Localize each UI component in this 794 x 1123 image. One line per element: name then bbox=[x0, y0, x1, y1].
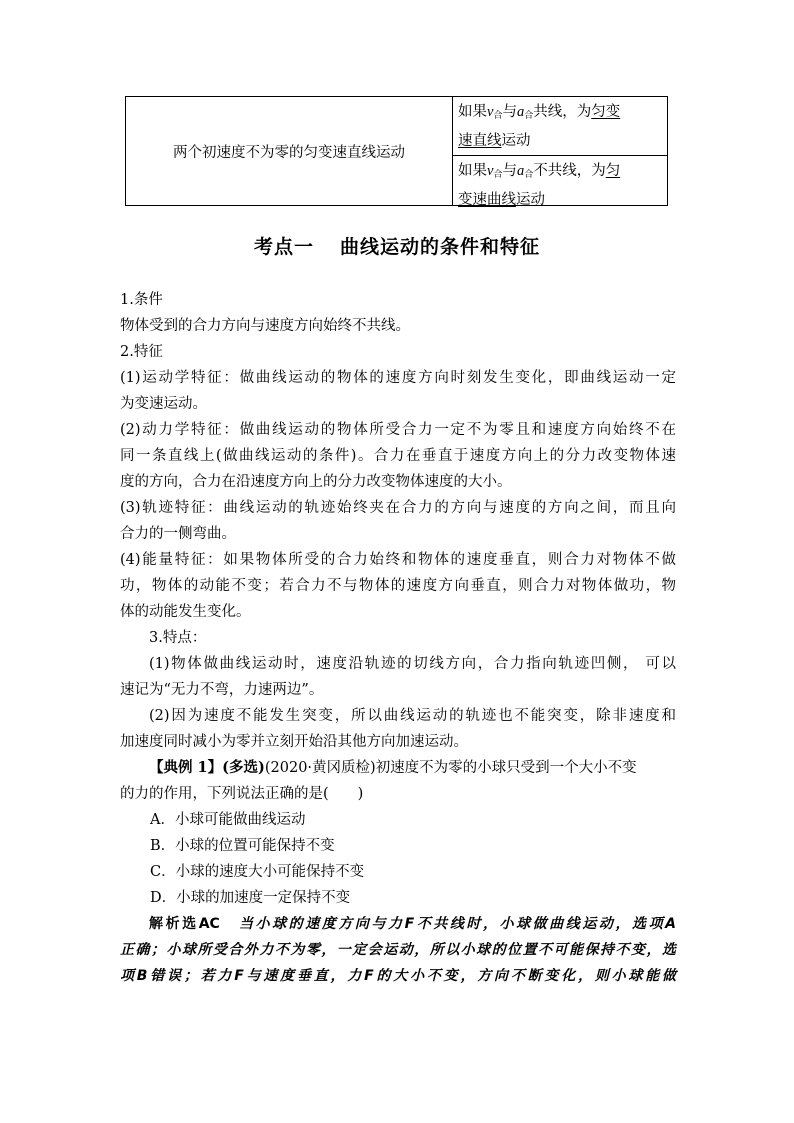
solution-line-3: 项B错误；若力F与速度垂直，力F的大小不变，方向不断变化，则小球能做 bbox=[120, 968, 676, 984]
row1-prefix: 如果 bbox=[458, 104, 487, 120]
table-right-column bbox=[453, 97, 667, 208]
example-question-line-2: 的力的作用，下列说法正确的是( ) bbox=[120, 786, 364, 802]
solution-line-1 bbox=[120, 911, 676, 937]
row1-mid: 与 bbox=[502, 104, 517, 120]
feature-2-line-3: 度的方向，合力在沿速度方向上的分力改变物体速度的大小。 bbox=[120, 474, 512, 490]
solution-text-1: 当小球的速度方向与力F不共线时，小球做曲线运动，选项A bbox=[238, 916, 677, 932]
example-question-line-1 bbox=[120, 755, 676, 781]
features-title: 2.特征 bbox=[120, 344, 163, 360]
example-source: (2020·黄冈质检) bbox=[264, 760, 376, 776]
option-a: A．小球可能做曲线运动 bbox=[150, 812, 306, 828]
feature-1-line-1: (1)运动学特征：做曲线运动的物体的速度方向时刻发生变化，即曲线运动一定 bbox=[120, 370, 676, 386]
table-left-cell: 两个初速度不为零的匀变速直线运动 bbox=[126, 97, 453, 205]
feature-2-line-1: (2)动力学特征：做曲线运动的物体所受合力一定不为零且和速度方向始终不在 bbox=[120, 422, 676, 438]
feature-2-line-2: 同一条直线上(做曲线运动的条件)。合力在垂直于速度方向上的分力改变物体速 bbox=[120, 448, 676, 464]
row2-a-symbol: a bbox=[516, 163, 525, 179]
condition-text: 物体受到的合力方向与速度方向始终不共线。 bbox=[120, 318, 410, 334]
trait-2-line-1: (2)因为速度不能发生突变，所以曲线运动的轨迹也不能突变，除非速度和 bbox=[149, 708, 676, 724]
row2-mid: 与 bbox=[502, 163, 517, 179]
row1-end: 运动 bbox=[501, 133, 531, 149]
table-row-noncollinear bbox=[453, 155, 667, 214]
row1-a-symbol: a bbox=[516, 104, 525, 120]
row2-underlined-a: 匀 bbox=[605, 163, 621, 179]
row2-v-symbol: v bbox=[487, 163, 494, 179]
option-d: D．小球的加速度一定保持不变 bbox=[150, 890, 351, 906]
example-tag: 【典例 1】(多选) bbox=[149, 759, 265, 776]
row2-v-subscript: 合 bbox=[493, 170, 503, 180]
solution-line-2: 正确；小球所受合外力不为零，一定会运动，所以小球的位置不可能保持不变，选 bbox=[120, 942, 676, 958]
feature-4-line-3: 体的动能发生变化。 bbox=[120, 604, 251, 620]
comparison-table bbox=[125, 96, 668, 206]
traits-title: 3.特点： bbox=[149, 630, 207, 646]
row2-underlined-b: 变速曲线 bbox=[458, 192, 516, 208]
trait-2-line-2: 加速度同时减小为零并立刻开始沿其他方向加速运动。 bbox=[120, 734, 468, 750]
option-c: C．小球的速度大小可能保持不变 bbox=[150, 864, 365, 880]
row1-a-subscript: 合 bbox=[524, 111, 534, 121]
row2-suffix: 不共线，为 bbox=[533, 163, 606, 179]
trait-1-line-2: 速记为“无力不弯，力速两边”。 bbox=[120, 682, 324, 698]
row2-a-subscript: 合 bbox=[524, 170, 534, 180]
heading-number: 考点一 bbox=[253, 236, 314, 258]
feature-4-line-1: (4)能量特征：如果物体所受的合力始终和物体的速度垂直，则合力对物体不做 bbox=[120, 552, 676, 568]
condition-title: 1.条件 bbox=[120, 292, 163, 308]
row1-underlined-a: 匀变 bbox=[591, 104, 621, 120]
feature-3-line-1: (3)轨迹特征：曲线运动的轨迹始终夹在合力的方向与速度的方向之间，而且向 bbox=[120, 500, 676, 516]
example-question-text: 初速度不为零的小球只受到一个大小不变 bbox=[375, 760, 637, 776]
row1-v-symbol: v bbox=[487, 104, 494, 120]
option-b: B．小球的位置可能保持不变 bbox=[150, 838, 335, 854]
row2-end: 运动 bbox=[516, 192, 545, 208]
row2-prefix: 如果 bbox=[458, 163, 487, 179]
heading-title: 曲线运动的条件和特征 bbox=[340, 236, 541, 258]
body-content bbox=[120, 287, 676, 989]
feature-3-line-2: 合力的一侧弯曲。 bbox=[120, 526, 236, 542]
feature-4-line-2: 功，物体的动能不变；若合力不与物体的速度方向垂直，则合力对物体做功，物 bbox=[120, 578, 676, 594]
solution-label: 解析选AC bbox=[149, 916, 220, 932]
row1-v-subscript: 合 bbox=[493, 111, 503, 121]
row1-suffix: 共线，为 bbox=[533, 104, 592, 120]
section-heading bbox=[0, 232, 794, 259]
trait-1-line-1: (1)物体做曲线运动时，速度沿轨迹的切线方向，合力指向轨迹凹侧， 可以 bbox=[149, 656, 676, 672]
row1-underlined-b: 速直线 bbox=[458, 133, 502, 149]
feature-1-line-2: 为变速运动。 bbox=[120, 396, 207, 412]
table-row-collinear bbox=[453, 97, 667, 155]
